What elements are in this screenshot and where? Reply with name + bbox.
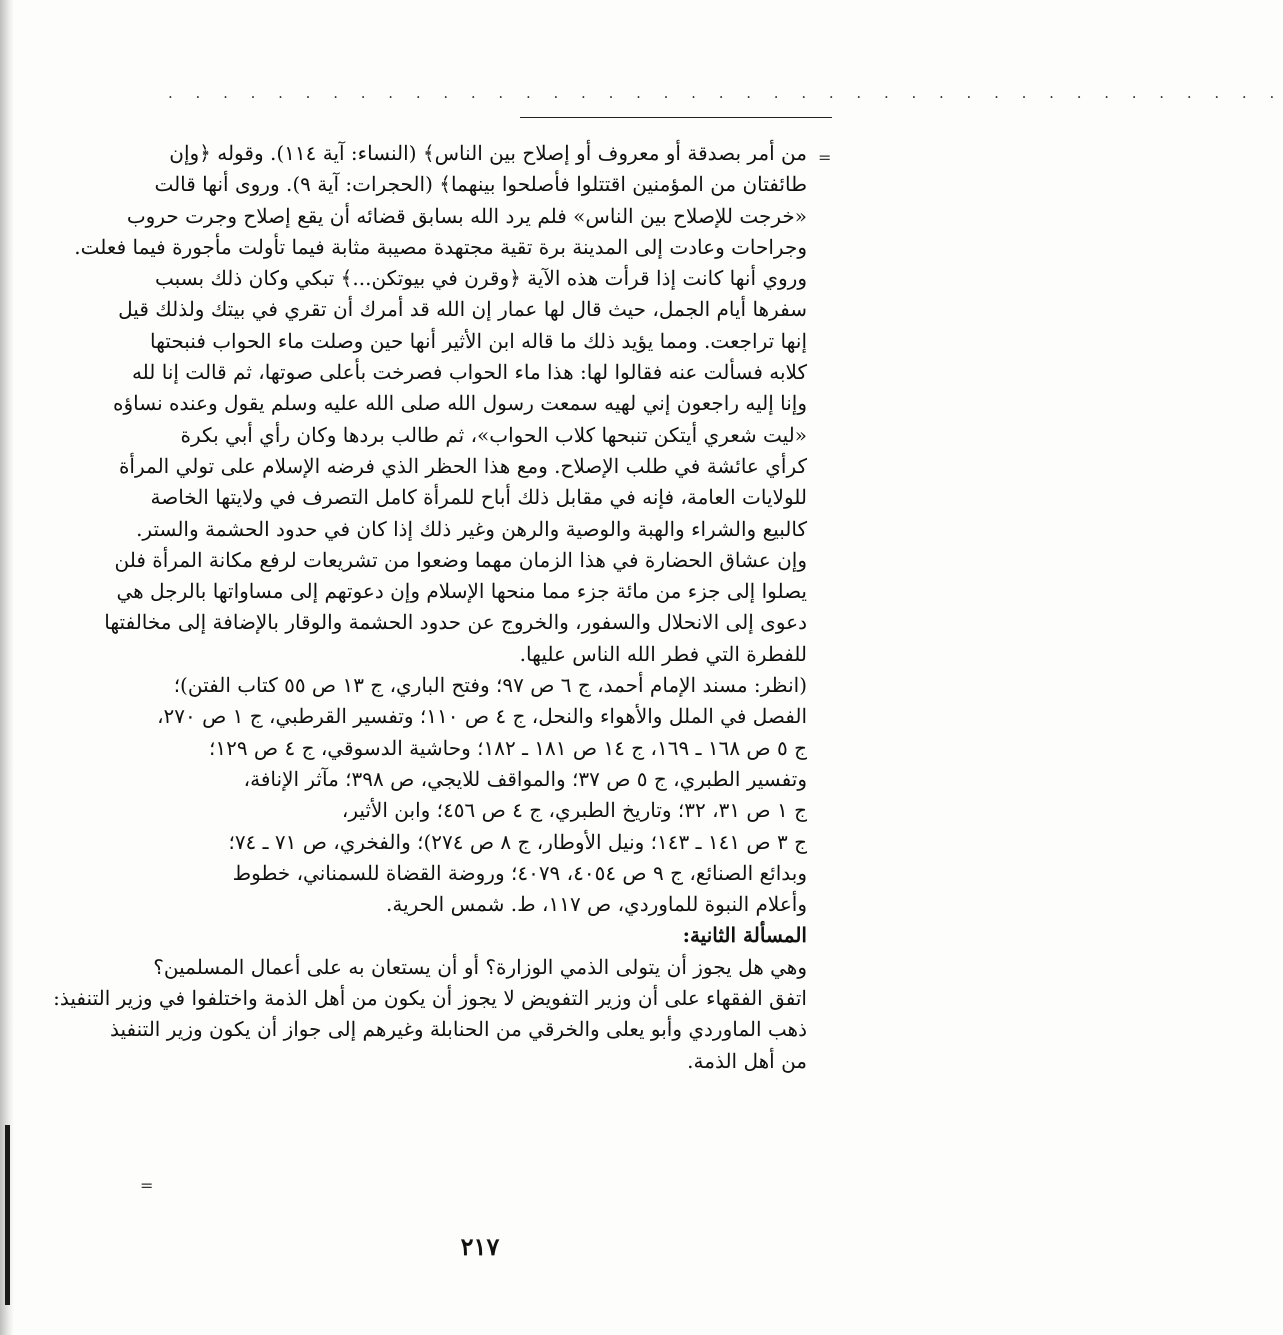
text-line: للولايات العامة، فإنه في مقابل ذلك أباح للمرأة كامل التصرف في ولايتها الخاصة [150, 485, 807, 510]
text-line: كرأي عائشة في طلب الإصلاح. ومع هذا الحظر الذي فرضه الإسلام على تولي المرأة [118, 453, 807, 478]
text-line: وهي هل يجوز أن يتولى الذمي الوزارة؟ أو أن يستعان به على أعمال المسلمين؟ [153, 954, 807, 979]
page-number: ٢١٧ [460, 1232, 500, 1261]
text-line: يصلوا إلى جزء من مائة جزء مما منحها الإسلام وإن دعوتهم إلى مساواتها بالرجل هي [116, 579, 807, 604]
scan-edge-mark [5, 1125, 10, 1305]
continuation-mark-bottom: = [140, 1176, 154, 1195]
text-line: إنها تراجعت. ومما يؤيد ذلك ما قاله ابن الأثير أنها حين وصلت ماء الحواب فنبحتها [149, 328, 807, 353]
text-line: وإنا إليه راجعون إني لهيه سمعت رسول الله صلى الله عليه وسلم يقول وعنده نساؤه [113, 391, 807, 416]
text-line: ج ٥ ص ١٦٨ ـ ١٦٩، ج ١٤ ص ١٨١ ـ ١٨٢؛ وحاشية الدسوقي، ج ٤ ص ١٢٩؛ [208, 735, 807, 760]
text-line: كلابه فسألت عنه فقالوا لها: هذا ماء الحواب فصرخت بأعلى صوتها، ثم قالت إنا لله [131, 360, 807, 385]
text-line: «خرجت للإصلاح بين الناس» فلم يرد الله بسابق قضائه أن يقع إصلاح وجرت حروب [126, 203, 807, 228]
text-line: وروي أنها كانت إذا قرأت هذه الآية ﴿وقرن في بيوتكن...﴾ تبكي وكان ذلك بسبب [155, 266, 807, 291]
text-line: وجراحات وعادت إلى المدينة برة تقية مجتهدة مصيبة مثابة فيما تأولت مأجورة فيما فعلت. [74, 234, 807, 259]
page-body [53, 138, 807, 1077]
text-line: كالبيع والشراء والهبة والوصية والرهن وغير ذلك إذا كان في حدود الحشمة والستر. [136, 516, 807, 541]
text-line: للفطرة التي فطر الله الناس عليها. [519, 641, 807, 666]
text-line: ج ٣ ص ١٤١ ـ ١٤٣؛ ونيل الأوطار، ج ٨ ص ٢٧٤)؛ والفخري، ص ٧١ ـ ٧٤؛ [228, 829, 807, 854]
text-line: «ليت شعري أيتكن تنبحها كلاب الحواب»، ثم طالب بردها وكان رأي أبي بكرة [180, 422, 807, 447]
text-line: سفرها أيام الجمل، حيث قال لها عمار إن الله قد أمرك أن تقري في بيتك ولذلك قيل [118, 297, 807, 322]
text-line: من أمر بصدقة أو معروف أو إصلاح بين الناس﴾ (النساء: آية ١١٤). وقوله ﴿وإن [169, 141, 807, 165]
text-line: من أهل الذمة. [687, 1048, 807, 1073]
text-line: دعوى إلى الانحلال والسفور، والخروج عن حدود الحشمة والوقار بالإضافة إلى مخالفتها [104, 610, 807, 635]
text-line: طائفتان من المؤمنين اقتتلوا فأصلحوا بينهما﴾ (الحجرات: آية ٩). وروى أنها قالت [154, 172, 807, 197]
dotted-rule: . . . . . . . . . . . . . . . . . . . . . . . . . . . . . . . . . . . . . . . . . [168, 84, 1283, 102]
text-line: (انظر: مسند الإمام أحمد، ج ٦ ص ٩٧؛ وفتح الباري، ج ١٣ ص ٥٥ كتاب الفتن)؛ [173, 673, 807, 698]
text-line: وأعلام النبوة للماوردي، ص ١١٧، ط. شمس الحرية. [386, 892, 807, 917]
top-rule [520, 117, 832, 118]
text-line: وتفسير الطبري، ج ٥ ص ٣٧؛ والمواقف للايجي، ص ٣٩٨؛ مآثر الإنافة، [243, 766, 807, 791]
section-heading: المسألة الثانية: [682, 923, 807, 948]
text-line: اتفق الفقهاء على أن وزير التفويض لا يجوز أن يكون من أهل الذمة واختلفوا في وزير التنفيذ: [53, 986, 807, 1011]
text-line: ذهب الماوردي وأبو يعلى والخرقي من الحنابلة وغيرهم إلى جواز أن يكون وزير التنفيذ [109, 1017, 807, 1042]
text-line: وإن عشاق الحضارة في هذا الزمان مهما وضعوا من تشريعات لرفع مكانة المرأة فلن [114, 547, 807, 572]
text-line: وبدائع الصنائع، ج ٩ ص ٤٠٥٤، ٤٠٧٩؛ وروضة القضاة للسمناني، خطوط [232, 860, 807, 885]
text-line: ج ١ ص ٣١، ٣٢؛ وتاريخ الطبري، ج ٤ ص ٤٥٦؛ وابن الأثير، [341, 798, 807, 823]
continuation-mark-top: = [818, 148, 832, 167]
text-line: الفصل في الملل والأهواء والنحل، ج ٤ ص ١١٠؛ وتفسير القرطبي، ج ١ ص ٢٧٠، [157, 704, 807, 729]
